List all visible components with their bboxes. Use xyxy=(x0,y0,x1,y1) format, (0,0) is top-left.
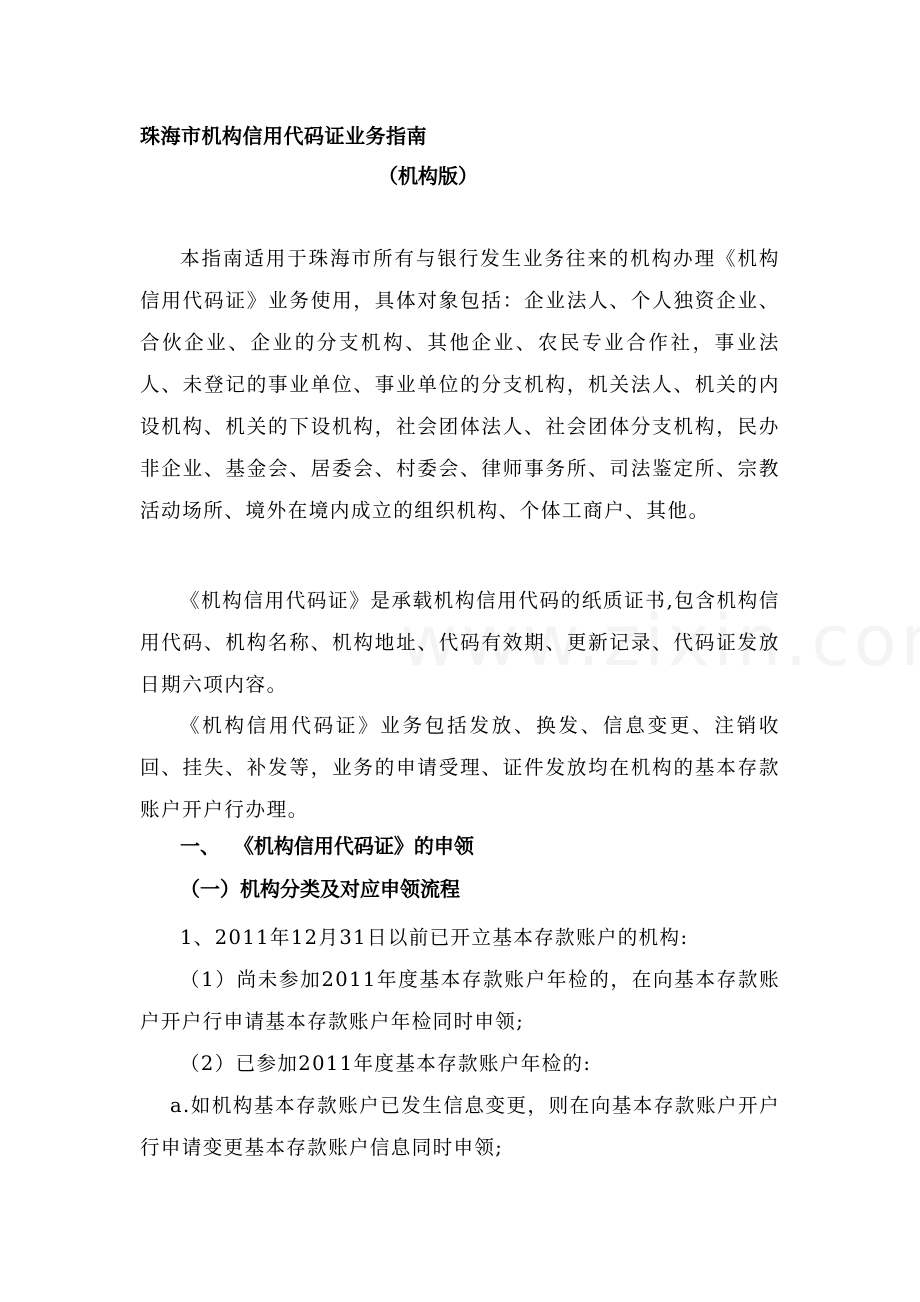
list-item-1-2: （2）已参加2011年度基本存款账户年检的: xyxy=(180,1052,592,1075)
list-item-1: 1、2011年12月31日以前已开立基本存款账户的机构: xyxy=(180,926,689,949)
section-heading: 一、 《机构信用代码证》的申领 xyxy=(180,834,474,858)
paragraph-scope: 本指南适用于珠海市所有与银行发生业务往来的机构办理《机构信用代码证》业务使用，具体对象包括：企业法人、个人独资企业、合伙企业、企业的分支机构、其他企业、农民专业合作社，事业法人、未登记的事业单位、事业单位的分支机构，机关法人、机关的内设机构、机关的下设机构，社会团体法人、社会团体分支机构，民办非企业、基金会、居委会、村委会、律师事务所、司法鉴定所、宗教活动场所、境外在境内成立的组织机构、个体工商户、其他。 xyxy=(140,247,780,522)
paragraph-business-scope: 《机构信用代码证》业务包括发放、换发、信息变更、注销收回、挂失、补发等，业务的申请受理、证件发放均在机构的基本存款账户开户行办理。 xyxy=(140,714,780,821)
document-title: 珠海市机构信用代码证业务指南 xyxy=(140,124,427,148)
subsection-heading: （一）机构分类及对应申领流程 xyxy=(180,877,460,901)
paragraph-certificate-definition: 《机构信用代码证》是承载机构信用代码的纸质证书,包含机构信用代码、机构名称、机构地址、代码有效期、更新记录、代码证发放日期六项内容。 xyxy=(140,589,780,696)
list-item-1-2-a: a.如机构基本存款账户已发生信息变更，则在向基本存款账户开户行申请变更基本存款账户信息同时申领; xyxy=(140,1094,780,1159)
document-subtitle: （机构版） xyxy=(378,164,478,188)
list-item-1-1: （1）尚未参加2011年度基本存款账户年检的，在向基本存款账户开户行申请基本存款账户年检同时申领; xyxy=(140,968,780,1033)
